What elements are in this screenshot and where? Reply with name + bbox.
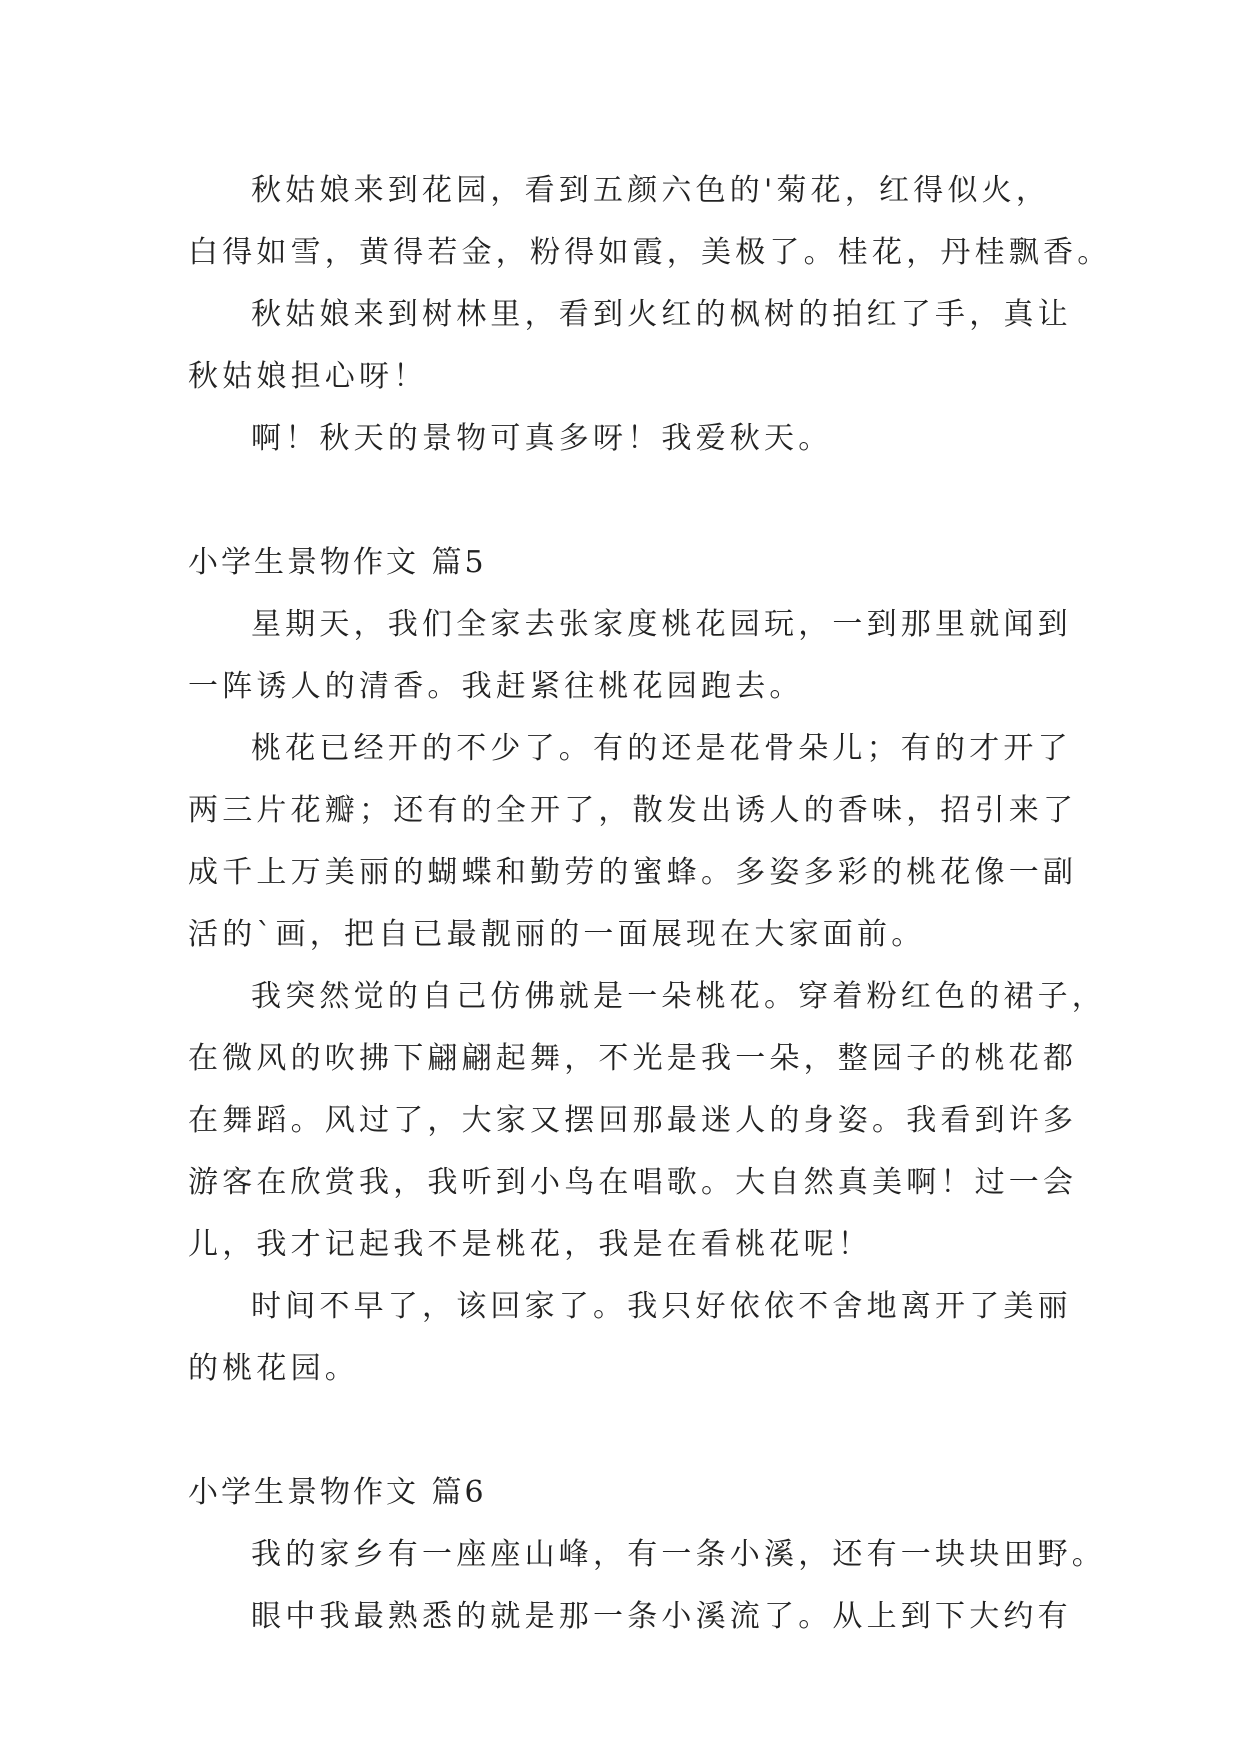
text-line: 游客在欣赏我，我听到小鸟在唱歌。大自然真美啊！过一会 xyxy=(188,1165,1078,1200)
text-line: 在舞蹈。风过了，大家又摆回那最迷人的身姿。我看到许多 xyxy=(188,1103,1078,1138)
paragraph xyxy=(188,1524,1106,1586)
document-page xyxy=(188,160,1112,1648)
paragraph xyxy=(188,1586,1072,1648)
paragraph xyxy=(188,966,1106,1276)
text-line: 星期天，我们全家去张家度桃花园玩，一到那里就闻到 xyxy=(251,607,1072,642)
text-line: 儿，我才记起我不是桃花，我是在看桃花呢！ xyxy=(188,1227,872,1262)
section-continuation xyxy=(188,160,1112,470)
text-line: 在微风的吹拂下翩翩起舞，不光是我一朵，整园子的桃花都 xyxy=(188,1041,1078,1076)
text-line: 桃花已经开的不少了。有的还是花骨朵儿；有的才开了 xyxy=(251,731,1072,766)
text-line: 眼中我最熟悉的就是那一条小溪流了。从上到下大约有 xyxy=(251,1599,1072,1634)
text-line: 我突然觉的自己仿佛就是一朵桃花。穿着粉红色的裙子， xyxy=(251,979,1106,1014)
text-line: 啊！秋天的景物可真多呀！我爱秋天。 xyxy=(251,421,833,456)
paragraph xyxy=(188,408,1058,470)
text-line: 白得如雪，黄得若金，粉得如霞，美极了。桂花，丹桂飘香。 xyxy=(188,235,1112,270)
paragraph xyxy=(188,160,1112,284)
text-line: 秋姑娘担心呀！ xyxy=(188,359,428,394)
section-heading: 小学生景物作文 篇5 xyxy=(188,545,487,580)
section-heading: 小学生景物作文 篇6 xyxy=(188,1475,487,1510)
text-line: 我的家乡有一座座山峰，有一条小溪，还有一块块田野。 xyxy=(251,1537,1106,1572)
text-line: 秋姑娘来到花园，看到五颜六色的'菊花，红得似火， xyxy=(251,173,1051,208)
section-spacer xyxy=(188,1400,1058,1462)
section-essay-6 xyxy=(188,1462,1106,1648)
paragraph xyxy=(188,1276,1072,1400)
section-essay-5 xyxy=(188,532,1106,1400)
text-line: 一阵诱人的清香。我赶紧往桃花园跑去。 xyxy=(188,669,804,704)
text-line: 秋姑娘来到树林里，看到火红的枫树的拍红了手，真让 xyxy=(251,297,1072,332)
paragraph xyxy=(188,594,1072,718)
paragraph xyxy=(188,284,1072,408)
paragraph xyxy=(188,718,1078,966)
text-line: 时间不早了，该回家了。我只好依依不舍地离开了美丽 xyxy=(251,1289,1072,1324)
section-spacer xyxy=(188,470,1058,532)
text-line: 活的`画，把自已最靓丽的一面展现在大家面前。 xyxy=(188,917,926,952)
text-line: 的桃花园。 xyxy=(188,1351,359,1386)
text-line: 两三片花瓣；还有的全开了，散发出诱人的香味，招引来了 xyxy=(188,793,1078,828)
text-line: 成千上万美丽的蝴蝶和勤劳的蜜蜂。多姿多彩的桃花像一副 xyxy=(188,855,1078,890)
